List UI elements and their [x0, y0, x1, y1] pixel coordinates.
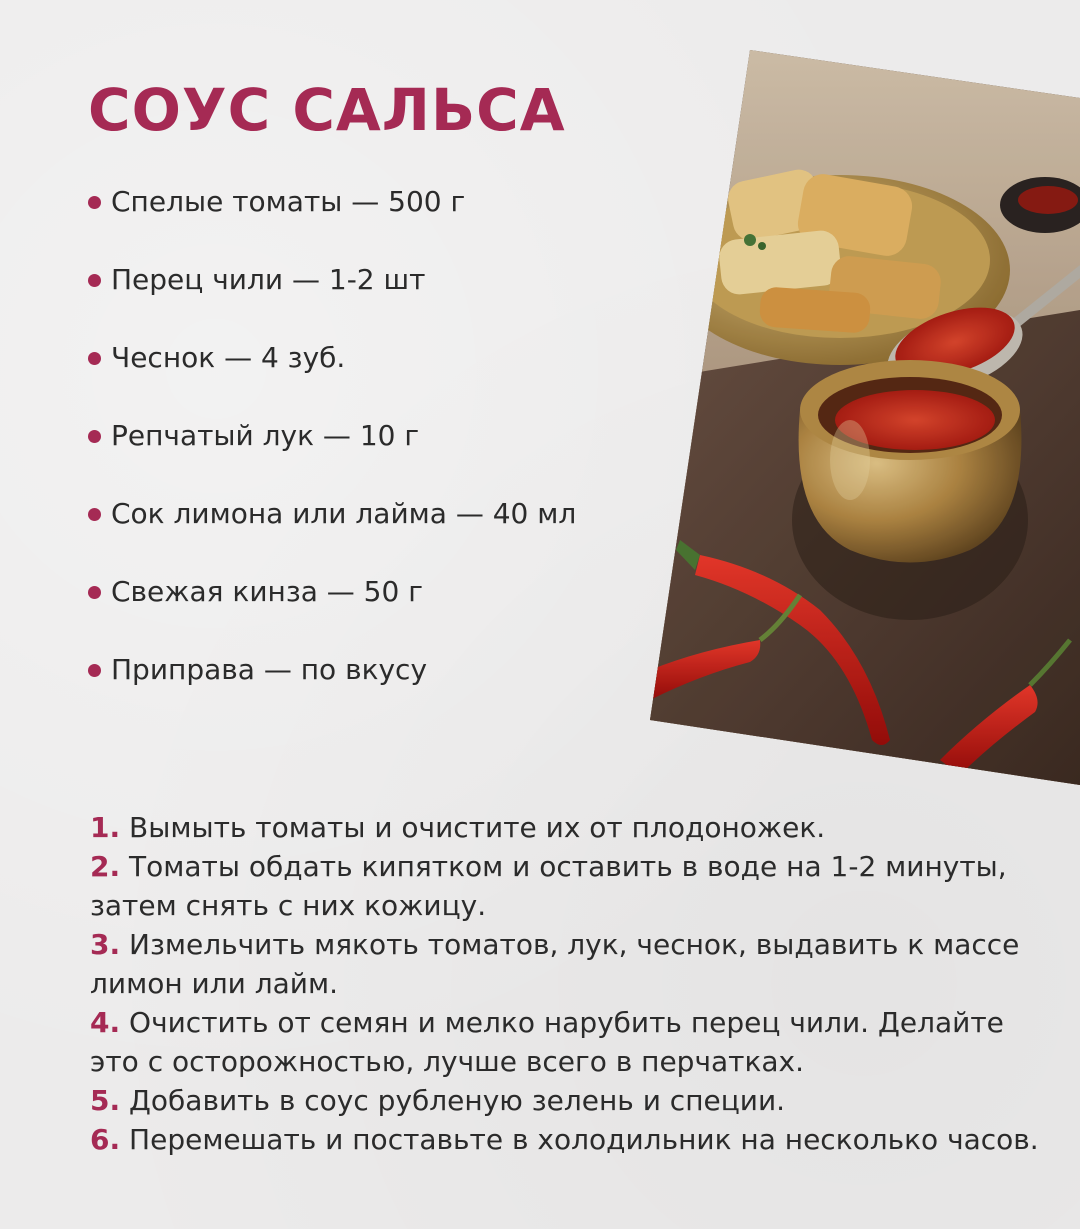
ingredient-text: Чеснок — 4 зуб. [111, 341, 346, 374]
bullet-icon [88, 586, 101, 599]
step-number: 1. [90, 811, 121, 844]
bullet-icon [88, 352, 101, 365]
instructions [90, 808, 1050, 1159]
step-text: Добавить в соус рубленую зелень и специи. [129, 1084, 786, 1117]
bullet-icon [88, 274, 101, 287]
ingredient-item [88, 336, 576, 414]
step-item [90, 1003, 1050, 1081]
step-text: Вымыть томаты и очистите их от плодоножек. [120, 811, 826, 844]
step-item [90, 1120, 1050, 1159]
step-item [90, 847, 1050, 925]
step-number: 4. [90, 1006, 121, 1039]
ingredient-item [88, 648, 576, 726]
step-number: 3. [90, 928, 121, 961]
ingredient-item [88, 180, 576, 258]
page-title: СОУС САЛЬСА [88, 76, 566, 144]
step-item [90, 925, 1050, 1003]
step-item [90, 1081, 1050, 1120]
ingredient-text: Репчатый лук — 10 г [111, 419, 420, 452]
salsa-photo [650, 50, 1080, 785]
ingredient-text: Сок лимона или лайма — 40 мл [111, 497, 577, 530]
step-number: 6. [90, 1123, 121, 1156]
bullet-icon [88, 196, 101, 209]
ingredient-text: Перец чили — 1-2 шт [111, 263, 426, 296]
ingredient-text: Приправа — по вкусу [111, 653, 428, 686]
ingredient-item [88, 258, 576, 336]
ingredient-text: Спелые томаты — 500 г [111, 185, 466, 218]
step-text: Перемешать и поставьте в холодильник на несколько часов. [129, 1123, 1039, 1156]
ingredient-text: Свежая кинза — 50 г [111, 575, 423, 608]
step-text: Измельчить мякоть томатов, лук, чеснок, выдавить к массе лимон или лайм. [90, 928, 1020, 1000]
step-text: Очистить от семян и мелко нарубить перец чили. Делайте это с осторожностью, лучше всего в перчатках. [90, 1006, 1004, 1078]
bullet-icon [88, 508, 101, 521]
ingredient-item [88, 570, 576, 648]
step-item [90, 808, 1050, 847]
step-number: 2. [90, 850, 121, 883]
ingredient-item [88, 414, 576, 492]
step-number: 5. [90, 1084, 121, 1117]
ingredient-item [88, 492, 576, 570]
ingredients-list [88, 180, 576, 726]
bullet-icon [88, 664, 101, 677]
step-text: Томаты обдать кипятком и оставить в воде на 1-2 минуты, затем снять с них кожицу. [90, 850, 1007, 922]
bullet-icon [88, 430, 101, 443]
